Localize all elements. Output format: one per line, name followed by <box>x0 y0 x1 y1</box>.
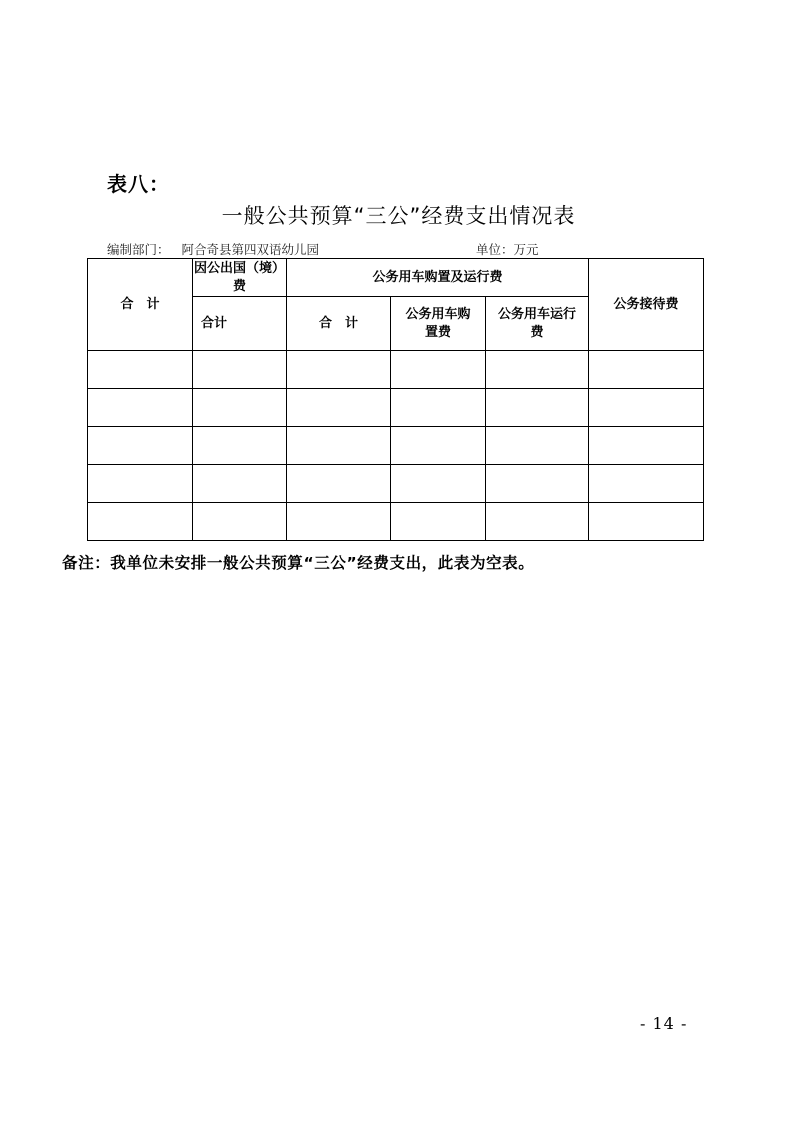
cell-vehicle-total <box>287 503 391 541</box>
header-overseas-total: 合计 <box>193 297 287 351</box>
header-vehicle-total: 合 计 <box>287 297 391 351</box>
cell-overseas <box>193 389 287 427</box>
table-row <box>88 465 704 503</box>
department-name: 阿合奇县第四双语幼儿园 <box>181 242 320 257</box>
cell-reception <box>589 503 704 541</box>
page-number: - 14 - <box>640 1014 688 1033</box>
header-row-1 <box>88 259 704 297</box>
table-row <box>88 389 704 427</box>
cell-total <box>88 503 193 541</box>
department-line <box>107 240 319 258</box>
cell-overseas <box>193 351 287 389</box>
cell-reception <box>589 427 704 465</box>
table-row <box>88 351 704 389</box>
cell-vehicle-operation <box>486 503 589 541</box>
cell-total <box>88 465 193 503</box>
cell-vehicle-total <box>287 351 391 389</box>
header-overseas: 因公出国（境）费 <box>193 259 287 297</box>
cell-vehicle-purchase <box>391 389 486 427</box>
cell-reception <box>589 389 704 427</box>
cell-vehicle-purchase <box>391 465 486 503</box>
header-vehicle-operation: 公务用车运行费 <box>486 297 589 351</box>
cell-vehicle-purchase <box>391 427 486 465</box>
table-row <box>88 427 704 465</box>
table-row <box>88 503 704 541</box>
table-label: 表八： <box>107 172 170 196</box>
cell-overseas <box>193 503 287 541</box>
cell-vehicle-operation <box>486 351 589 389</box>
cell-vehicle-total <box>287 427 391 465</box>
cell-vehicle-purchase <box>391 351 486 389</box>
cell-reception <box>589 465 704 503</box>
cell-vehicle-operation <box>486 465 589 503</box>
remark-note: 备注：我单位未安排一般公共预算“三公”经费支出，此表为空表。 <box>62 554 535 572</box>
unit-label: 单位：万元 <box>476 242 539 257</box>
cell-vehicle-operation <box>486 389 589 427</box>
header-reception: 公务接待费 <box>589 259 704 351</box>
cell-vehicle-purchase <box>391 503 486 541</box>
cell-total <box>88 351 193 389</box>
header-vehicle-purchase: 公务用车购置费 <box>391 297 486 351</box>
cell-vehicle-total <box>287 389 391 427</box>
cell-reception <box>589 351 704 389</box>
department-label: 编制部门： <box>107 242 170 257</box>
cell-overseas <box>193 465 287 503</box>
cell-overseas <box>193 427 287 465</box>
cell-vehicle-total <box>287 465 391 503</box>
document-title: 一般公共预算“三公”经费支出情况表 <box>221 204 576 228</box>
header-vehicle-group: 公务用车购置及运行费 <box>287 259 589 297</box>
cell-total <box>88 427 193 465</box>
header-total: 合 计 <box>88 259 193 351</box>
cell-total <box>88 389 193 427</box>
budget-table <box>87 258 704 541</box>
cell-vehicle-operation <box>486 427 589 465</box>
